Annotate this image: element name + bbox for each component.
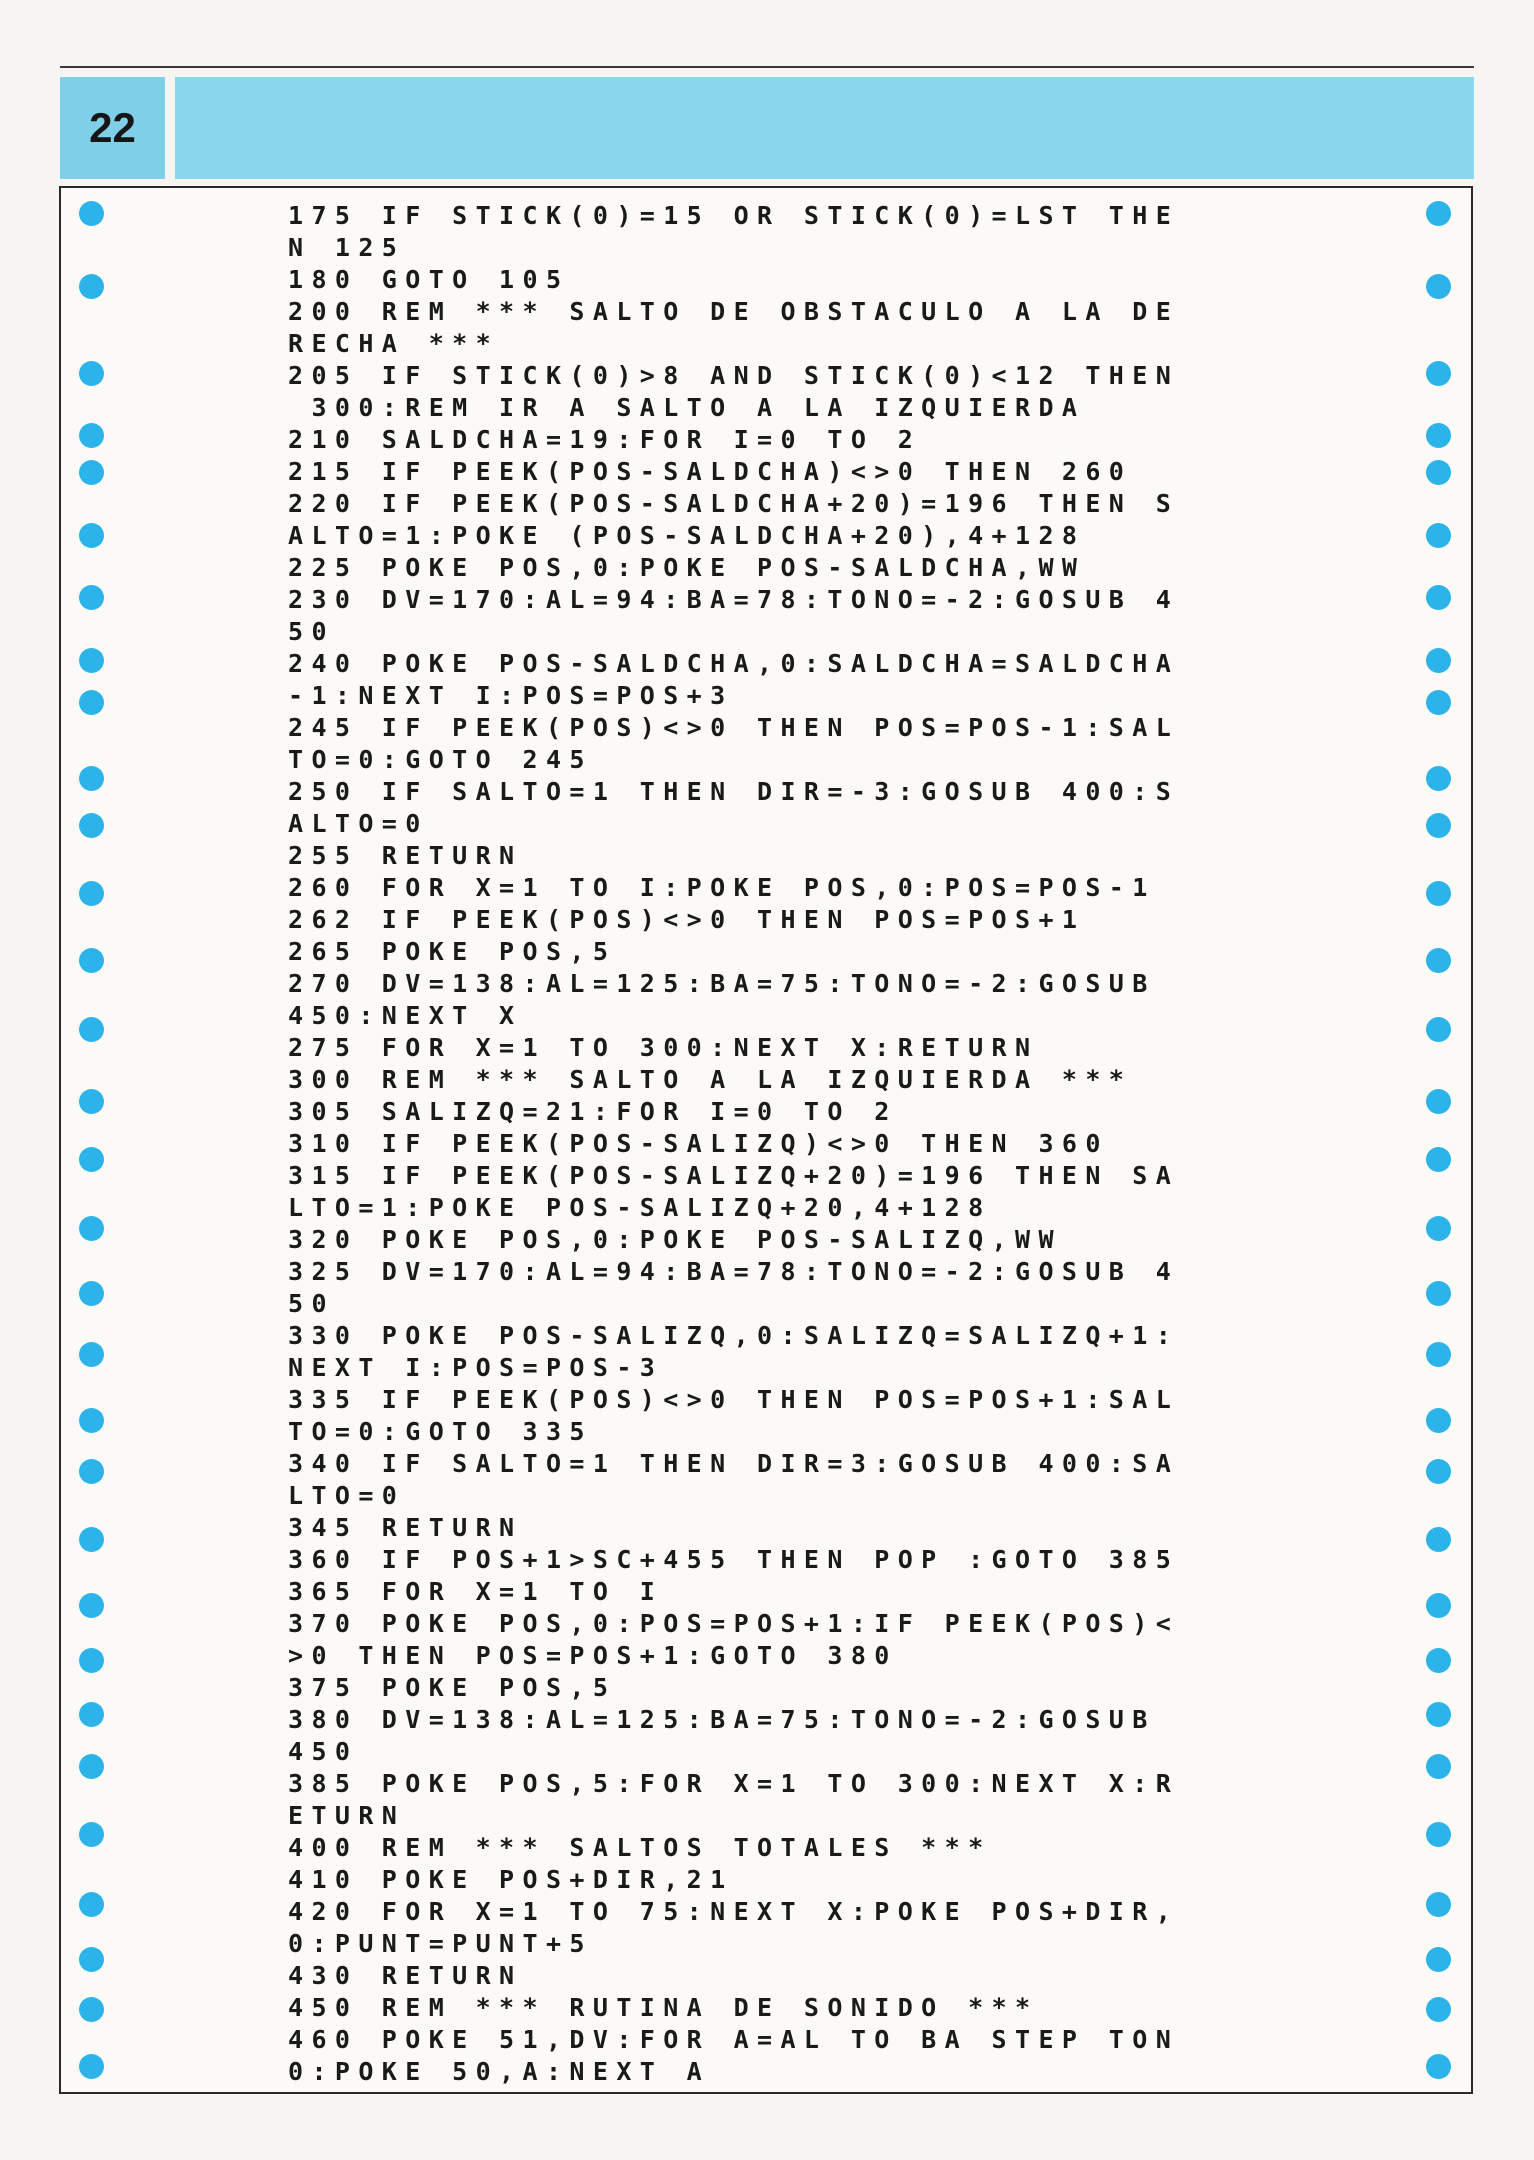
code-line: 300 REM *** SALTO A LA IZQUIERDA *** [288,1065,1133,1094]
code-line: 400 REM *** SALTOS TOTALES *** [288,1833,992,1862]
code-line: ALTO=1:POKE (POS-SALDCHA+20),4+128 [288,521,1086,550]
sprocket-hole-icon [79,1408,104,1433]
sprocket-hole-icon [79,881,104,906]
sprocket-hole-icon [79,1281,104,1306]
code-line: 450 REM *** RUTINA DE SONIDO *** [288,1993,1039,2022]
code-line: -1:NEXT I:POS=POS+3 [288,681,734,710]
code-line: LTO=1:POKE POS-SALIZQ+20,4+128 [288,1193,992,1222]
code-line: 260 FOR X=1 TO I:POKE POS,0:POS=POS-1 [288,873,1156,902]
code-line: 450:NEXT X [288,1001,523,1030]
sprocket-hole-icon [1426,648,1451,673]
code-line: 320 POKE POS,0:POKE POS-SALIZQ,WW [288,1225,1062,1254]
sprocket-hole-icon [79,274,104,299]
sprocket-hole-icon [1426,766,1451,791]
sprocket-hole-icon [1426,1147,1451,1172]
code-line: 315 IF PEEK(POS-SALIZQ+20)=196 THEN SA [288,1161,1180,1190]
sprocket-hole-icon [1426,690,1451,715]
sprocket-hole-icon [1426,1459,1451,1484]
sprocket-hole-icon [1426,1342,1451,1367]
sprocket-hole-icon [1426,1822,1451,1847]
code-line: TO=0:GOTO 335 [288,1417,593,1446]
code-line: TO=0:GOTO 245 [288,745,593,774]
sprocket-hole-icon [1426,948,1451,973]
sprocket-hole-icon [1426,423,1451,448]
sprocket-hole-icon [1426,1648,1451,1673]
code-line: 240 POKE POS-SALDCHA,0:SALDCHA=SALDCHA [288,649,1180,678]
sprocket-hole-icon [79,460,104,485]
sprocket-hole-icon [1426,585,1451,610]
code-line: 262 IF PEEK(POS)<>0 THEN POS=POS+1 [288,905,1086,934]
sprocket-hole-icon [79,1017,104,1042]
sprocket-hole-icon [79,1997,104,2022]
sprocket-hole-icon [79,423,104,448]
sprocket-hole-icon [79,1089,104,1114]
code-line: 330 POKE POS-SALIZQ,0:SALIZQ=SALIZQ+1: [288,1321,1180,1350]
sprocket-hole-icon [79,1754,104,1779]
left-sprocket-holes [77,186,107,2094]
sprocket-hole-icon [79,813,104,838]
code-line: 210 SALDCHA=19:FOR I=0 TO 2 [288,425,922,454]
header-band [175,77,1474,179]
code-line: 220 IF PEEK(POS-SALDCHA+20)=196 THEN S [288,489,1180,518]
code-line: 340 IF SALTO=1 THEN DIR=3:GOSUB 400:SA [288,1449,1180,1478]
code-line: 200 REM *** SALTO DE OBSTACULO A LA DE [288,297,1180,326]
page-number: 22 [89,104,136,151]
sprocket-hole-icon [1426,1017,1451,1042]
code-line: ALTO=0 [288,809,429,838]
code-line: 230 DV=170:AL=94:BA=78:TONO=-2:GOSUB 4 [288,585,1180,614]
sprocket-hole-icon [79,1459,104,1484]
sprocket-hole-icon [79,690,104,715]
code-line: 225 POKE POS,0:POKE POS-SALDCHA,WW [288,553,1086,582]
sprocket-hole-icon [79,1648,104,1673]
code-line: RECHA *** [288,329,500,358]
code-line: 215 IF PEEK(POS-SALDCHA)<>0 THEN 260 [288,457,1133,486]
sprocket-hole-icon [79,523,104,548]
sprocket-hole-icon [1426,460,1451,485]
sprocket-hole-icon [79,1342,104,1367]
sprocket-hole-icon [1426,361,1451,386]
code-line: 245 IF PEEK(POS)<>0 THEN POS=POS-1:SAL [288,713,1180,742]
sprocket-hole-icon [1426,813,1451,838]
code-line: 365 FOR X=1 TO I [288,1577,664,1606]
sprocket-hole-icon [1426,1281,1451,1306]
code-line: 345 RETURN [288,1513,523,1542]
sprocket-hole-icon [1426,1702,1451,1727]
code-line: 360 IF POS+1>SC+455 THEN POP :GOTO 385 [288,1545,1180,1574]
code-line: LTO=0 [288,1481,406,1510]
code-line: 300:REM IR A SALTO A LA IZQUIERDA [288,393,1086,422]
code-line: 50 [288,617,335,646]
code-line: 380 DV=138:AL=125:BA=75:TONO=-2:GOSUB [288,1705,1156,1734]
sprocket-hole-icon [1426,1754,1451,1779]
code-line: 0:POKE 50,A:NEXT A [288,2057,711,2086]
sprocket-hole-icon [79,1947,104,1972]
sprocket-hole-icon [79,1216,104,1241]
sprocket-hole-icon [1426,1593,1451,1618]
sprocket-hole-icon [1426,1089,1451,1114]
code-line: 460 POKE 51,DV:FOR A=AL TO BA STEP TON [288,2025,1180,2054]
sprocket-hole-icon [79,766,104,791]
sprocket-hole-icon [1426,201,1451,226]
code-listing [288,200,1268,2088]
sprocket-hole-icon [79,1147,104,1172]
right-sprocket-holes [1424,186,1454,2094]
code-line: 385 POKE POS,5:FOR X=1 TO 300:NEXT X:R [288,1769,1180,1798]
code-line: 410 POKE POS+DIR,21 [288,1865,734,1894]
sprocket-hole-icon [1426,881,1451,906]
sprocket-hole-icon [79,1892,104,1917]
sprocket-hole-icon [79,1822,104,1847]
sprocket-hole-icon [1426,1216,1451,1241]
code-line: N 125 [288,233,406,262]
page-number-box [60,77,165,179]
code-line: NEXT I:POS=POS-3 [288,1353,664,1382]
code-line: 335 IF PEEK(POS)<>0 THEN POS=POS+1:SAL [288,1385,1180,1414]
code-line: 375 POKE POS,5 [288,1673,617,1702]
code-line: >0 THEN POS=POS+1:GOTO 380 [288,1641,898,1670]
code-line: ETURN [288,1801,406,1830]
code-line: 0:PUNT=PUNT+5 [288,1929,593,1958]
code-line: 255 RETURN [288,841,523,870]
code-line: 275 FOR X=1 TO 300:NEXT X:RETURN [288,1033,1039,1062]
sprocket-hole-icon [79,1702,104,1727]
code-line: 270 DV=138:AL=125:BA=75:TONO=-2:GOSUB [288,969,1156,998]
code-line: 180 GOTO 105 [288,265,570,294]
top-rule [60,66,1474,68]
sprocket-hole-icon [1426,1997,1451,2022]
code-line: 250 IF SALTO=1 THEN DIR=-3:GOSUB 400:S [288,777,1180,806]
sprocket-hole-icon [79,585,104,610]
sprocket-hole-icon [79,2054,104,2079]
code-line: 325 DV=170:AL=94:BA=78:TONO=-2:GOSUB 4 [288,1257,1180,1286]
sprocket-hole-icon [1426,274,1451,299]
sprocket-hole-icon [1426,1892,1451,1917]
sprocket-hole-icon [79,648,104,673]
code-line: 305 SALIZQ=21:FOR I=0 TO 2 [288,1097,898,1126]
sprocket-hole-icon [79,361,104,386]
code-line: 450 [288,1737,359,1766]
code-line: 205 IF STICK(0)>8 AND STICK(0)<12 THEN [288,361,1180,390]
sprocket-hole-icon [1426,2054,1451,2079]
sprocket-hole-icon [79,1527,104,1552]
sprocket-hole-icon [1426,1947,1451,1972]
code-line: 265 POKE POS,5 [288,937,617,966]
sprocket-hole-icon [1426,1527,1451,1552]
code-line: 420 FOR X=1 TO 75:NEXT X:POKE POS+DIR, [288,1897,1180,1926]
code-line: 430 RETURN [288,1961,523,1990]
code-line: 310 IF PEEK(POS-SALIZQ)<>0 THEN 360 [288,1129,1109,1158]
sprocket-hole-icon [1426,523,1451,548]
sprocket-hole-icon [79,948,104,973]
code-line: 370 POKE POS,0:POS=POS+1:IF PEEK(POS)< [288,1609,1180,1638]
sprocket-hole-icon [1426,1408,1451,1433]
code-line: 50 [288,1289,335,1318]
sprocket-hole-icon [79,201,104,226]
sprocket-hole-icon [79,1593,104,1618]
code-line: 175 IF STICK(0)=15 OR STICK(0)=LST THE [288,201,1180,230]
